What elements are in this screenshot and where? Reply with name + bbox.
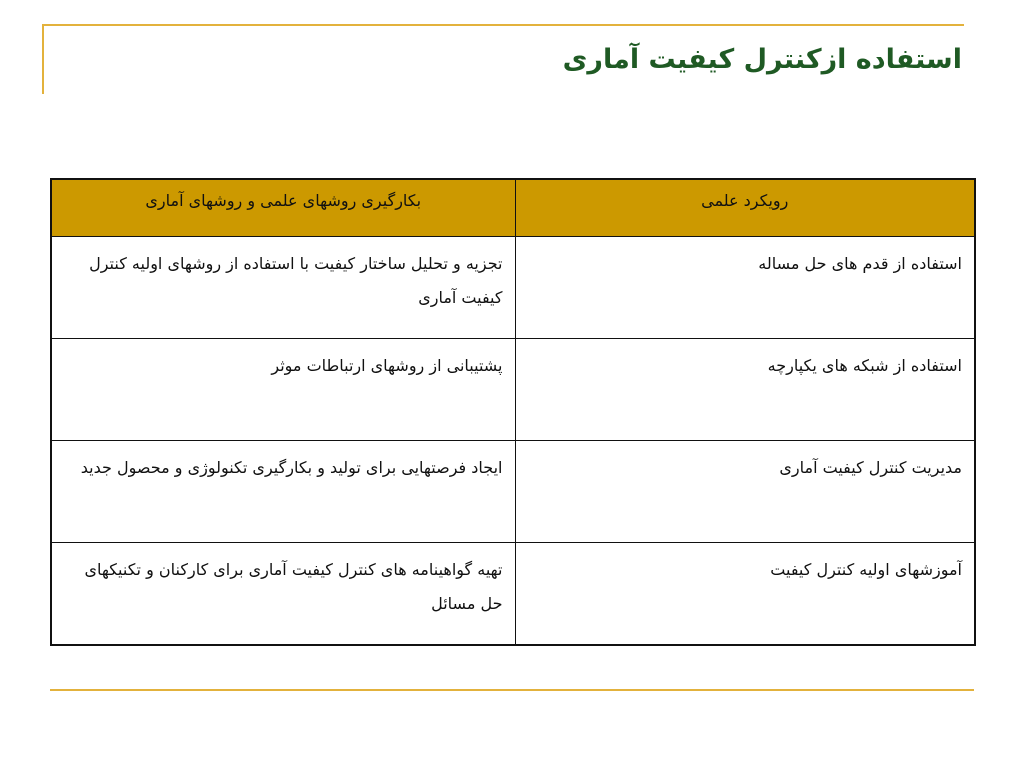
table-cell-approach: استفاده از شبکه های یکپارچه (515, 339, 975, 441)
table-cell-method: تهیه گواهینامه های کنترل کیفیت آماری برای کارکنان و تکنیکهای حل مسائل (51, 543, 515, 646)
table-cell-method: ایجاد فرصتهایی برای تولید و بکارگیری تکنولوژی و محصول جدید (51, 441, 515, 543)
comparison-table (50, 178, 976, 646)
slide-title: استفاده ازکنترل کیفیت آماری (562, 44, 962, 75)
table-cell-method: پشتیبانی از روشهای ارتباطات موثر (51, 339, 515, 441)
table-cell-approach: مدیریت کنترل کیفیت آماری (515, 441, 975, 543)
table-cell-method: تجزیه و تحلیل ساختار کیفیت با استفاده از روشهای اولیه کنترل کیفیت آماری (51, 237, 515, 339)
frame-left-line (42, 24, 44, 94)
table-row (51, 339, 975, 441)
header-cell-methods: بکارگیری روشهای علمی و روشهای آماری (51, 179, 515, 237)
frame-bottom-line (50, 689, 974, 691)
header-cell-approach: رویکرد علمی (515, 179, 975, 237)
frame-top-line (42, 24, 964, 26)
table-row (51, 543, 975, 646)
table-cell-approach: استفاده از قدم های حل مساله (515, 237, 975, 339)
table-header-row (51, 179, 975, 237)
comparison-table-container (50, 178, 974, 646)
table-row (51, 441, 975, 543)
table-cell-approach: آموزشهای اولیه کنترل کیفیت (515, 543, 975, 646)
table-row (51, 237, 975, 339)
